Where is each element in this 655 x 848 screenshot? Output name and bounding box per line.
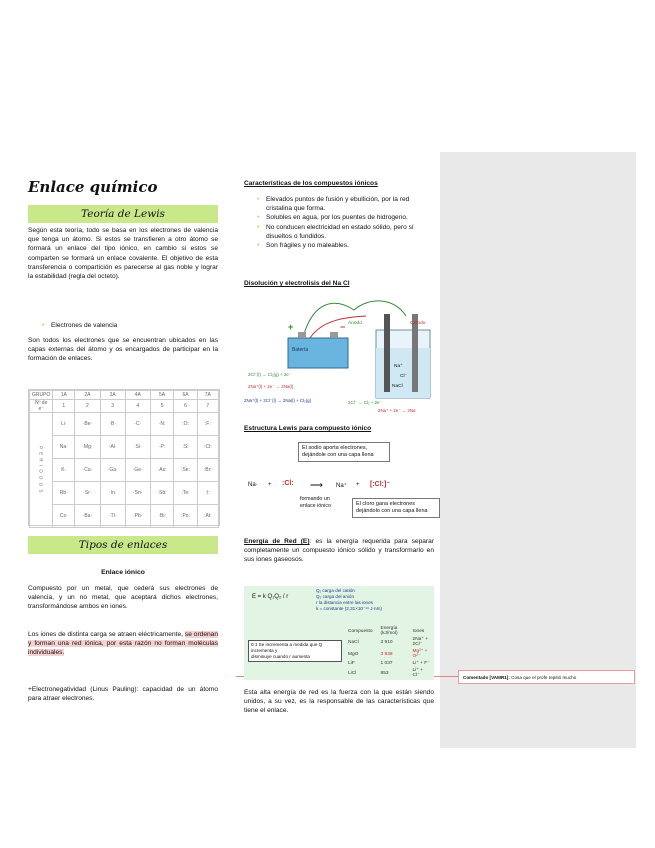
- battery-terminal-pos: [298, 332, 306, 338]
- table-cell: :Cl:: [197, 436, 218, 459]
- highlighted-ionic-network-text: se ordenan y forman una red iónica, por esta razón no forman moléculas individuales.: [28, 631, 218, 657]
- plus-operator-2: +: [356, 482, 360, 488]
- table-cell: Rb·: [53, 482, 75, 505]
- table-cell: ·Tl·: [100, 505, 125, 528]
- table-cell: Li⁺ + Cl⁻: [412, 668, 423, 678]
- periods-label: P E R I O D O S: [30, 413, 53, 528]
- lewis-ionic-diagram: [244, 440, 436, 526]
- comment-text: Cosa que el profe repitió mucho: [511, 675, 577, 680]
- table-header: Compuesto: [348, 628, 373, 634]
- table-header: Energía (kJ/mol): [380, 626, 398, 636]
- table-cell: LiF: [348, 661, 355, 666]
- equation-total: 2Na⁺(l) + 2Cl⁻(l) → 2Na(l) + Cl₂(g): [244, 398, 312, 403]
- lewis-theory-banner: Teoría de Lewis: [28, 205, 218, 223]
- table-cell: LiCl: [348, 670, 357, 676]
- chlorine-note-box: El cloro gana electrones dejándolo con una capa llena: [352, 498, 440, 518]
- lattice-energy-table: [344, 626, 434, 679]
- table-cell: ·Si·: [125, 436, 150, 459]
- table-cell: ·As:: [150, 459, 174, 482]
- cl-ion: [:Cl:]⁻: [370, 481, 391, 488]
- table-cell: MgO: [348, 651, 359, 657]
- table-cell: ·Sb:: [150, 482, 174, 505]
- comment-label: Comentado [VAMR1]:: [463, 675, 510, 680]
- table-cell: ·Sr·: [75, 482, 101, 505]
- table-cell: ·Ga·: [100, 459, 125, 482]
- table-cell: 3 938: [380, 651, 393, 657]
- ions-attract-text: Los iones de distinta carga se atraen eléctricamente,: [28, 631, 185, 638]
- table-row: [30, 413, 219, 436]
- table-row: [344, 660, 434, 667]
- lewis-ionic-heading: Estructura Lewis para compuesto iónico: [244, 425, 372, 432]
- bond-types-banner: Tipos de enlaces: [28, 536, 218, 554]
- table-cell: ·Pb·: [125, 505, 150, 528]
- valence-electrons-paragraph: Son todos los electrones que se encuentran ubicados en las capas externas del átomo y os encargados de participar en la formación de enlaces.: [28, 337, 218, 363]
- table-header: 4: [125, 400, 150, 413]
- table-cell: Mg²⁺ + O²⁻: [412, 649, 428, 659]
- table-cell: ·In·: [100, 482, 125, 505]
- anode-electrode: [384, 314, 390, 392]
- electrolysis-diagram: [244, 292, 436, 414]
- electronegativity-paragraph: +Electronegatividad (Linus Pauling): capacidad de un átomo para atraer electrones.: [28, 686, 218, 703]
- table-cell: 2Na⁺ + 2Cl⁻: [412, 637, 429, 647]
- lewis-theory-paragraph: Según esta teoría, todo se basa en los electrones de valencia que tenga un átomo. Si estos se transfieren a otro átomo se formará un enlace del tipo iónico, en cambio si estos se comparten se formará un enlace covalente. El objetivo de esta transferencia o compartición es parecerse al gas noble y lograr la estabilidad (regla del octeto).: [28, 227, 218, 281]
- battery-body: [288, 338, 348, 368]
- table-cell: :Po:: [174, 505, 197, 528]
- battery-label: Batería: [292, 347, 309, 353]
- table-header: 7A: [197, 391, 218, 400]
- table-cell: :O:: [174, 413, 197, 436]
- lattice-energy-definition: : es la energía requerida para separar completamente un compuesto iónico sólido y transformarlo en sus iones gaseosos.: [244, 538, 434, 564]
- trend-note-line-2: disminuye cuando r aumenta: [251, 654, 310, 659]
- table-cell: ·Ba·: [75, 505, 101, 528]
- na-ion-label: Na⁺: [394, 364, 403, 369]
- equation-cathode: 2Na⁺(l) + 2e⁻ → 2Na(l): [248, 384, 294, 389]
- table-row: [344, 667, 434, 679]
- table-row: [30, 505, 219, 528]
- table-row: [30, 436, 219, 459]
- table-cell: Na·: [53, 436, 75, 459]
- characteristics-list: [255, 195, 435, 250]
- bullet-valence-electrons: • Electrones de valencia: [40, 321, 221, 330]
- lattice-energy-term: Energía de Red (E): [244, 538, 310, 545]
- equation-anode-short: 2Cl⁻ → Cl₂ + 2e⁻: [348, 400, 382, 405]
- table-header: 5: [150, 400, 174, 413]
- wire-green: [304, 301, 406, 334]
- table-header: 3: [100, 400, 125, 413]
- nacl-label: NaCl: [392, 384, 403, 389]
- table-cell: ·N:: [150, 413, 174, 436]
- sodium-note-box: El sodio aporta electrones, dejándole con una capa llena: [298, 442, 390, 462]
- table-header: 1A: [53, 391, 75, 400]
- table-header: 6: [174, 400, 197, 413]
- table-cell: NaCl: [348, 639, 359, 645]
- table-cell: ·Bi:: [150, 505, 174, 528]
- lattice-energy-conclusion: Esta alta energía de red es la fuerza con la que están siendo unidos, a su vez, es la responsable de las características que tiene el enlace.: [244, 689, 434, 715]
- table-cell: ·Be·: [75, 413, 101, 436]
- comment-balloon[interactable]: [458, 670, 635, 684]
- table-cell: ·Ca·: [75, 459, 101, 482]
- table-cell: ·C·: [125, 413, 150, 436]
- list-item: • Son frágiles y no maleables.: [255, 241, 435, 250]
- table-header: Iones: [412, 628, 425, 634]
- table-cell: :Te:: [174, 482, 197, 505]
- ionic-bond-paragraph: Compuesto por un metal, que cederá sus electrones de valencia, y un no metal, que aceptará dichos electrones, transformándose ambos en iones.: [28, 585, 218, 611]
- table-header: GRUPO: [30, 391, 53, 400]
- table-row: [344, 648, 434, 660]
- table-cell: 3 910: [380, 639, 393, 645]
- table-cell: :S:: [174, 436, 197, 459]
- table-row: [30, 482, 219, 505]
- table-cell: K·: [53, 459, 75, 482]
- table-header: 3A: [100, 391, 125, 400]
- lewis-table: [29, 390, 219, 528]
- table-header: 2A: [75, 391, 101, 400]
- table-cell: Cs·: [53, 505, 75, 528]
- table-cell: Li·: [53, 413, 75, 436]
- anode-label: Ánodo: [348, 321, 362, 326]
- table-header: 5A: [150, 391, 174, 400]
- table-row: [30, 459, 219, 482]
- table-header: 7: [197, 400, 218, 413]
- table-cell: ·Ge·: [125, 459, 150, 482]
- formula-definitions: Q₁ carga del catión Q₂ carga del anión r la distancia entre las iones k = constante (2,31×10⁻¹⁹ J·nm): [316, 588, 382, 611]
- ionic-bond-label: formando un enlace iónico: [300, 496, 331, 509]
- table-row: [344, 636, 434, 648]
- equation-cathode-short: 2Na⁺ + 2e⁻ → 2Na: [378, 408, 416, 413]
- table-header: 2: [75, 400, 101, 413]
- trend-note-box: [248, 640, 342, 662]
- lattice-energy-formula: E = k Q₁Q₂ / r: [252, 594, 289, 600]
- list-item: • Solubles en agua, por los puentes de hidrogeno.: [255, 213, 435, 222]
- lattice-energy-paragraph: [244, 537, 434, 565]
- ionic-bond-subtitle: Enlace iónico: [101, 569, 145, 576]
- table-cell: :I:: [197, 482, 218, 505]
- table-cell: ·B·: [100, 413, 125, 436]
- ions-attract-paragraph: [28, 630, 218, 658]
- table-header: 4A: [125, 391, 150, 400]
- page-title: Enlace químico: [28, 178, 158, 196]
- trend-note-line-1: 0 1 Se incrementa a medida que Q incrementa y: [251, 642, 323, 653]
- table-header: 1: [53, 400, 75, 413]
- table-cell: ·P:: [150, 436, 174, 459]
- table-cell: 853: [380, 670, 389, 676]
- na-ion: Na⁺: [336, 483, 347, 489]
- lattice-energy-figure: [244, 586, 434, 680]
- reaction-arrow: ⟶: [310, 480, 323, 490]
- cl-atom: :Cl:: [282, 480, 294, 487]
- electrolysis-heading: Disolución y electrolisis del Na Cl: [244, 280, 350, 287]
- electrolysis-svg: [244, 292, 436, 414]
- table-cell: ·Mg·: [75, 436, 101, 459]
- table-cell: :F:: [197, 413, 218, 436]
- equation-anode: 2Cl⁻(l) → Cl₂(g) + 2e⁻: [248, 372, 292, 377]
- plus-operator: +: [268, 482, 272, 488]
- plus-sign: +: [288, 322, 294, 332]
- na-atom: Na·: [248, 482, 258, 488]
- table-header: 6A: [174, 391, 197, 400]
- table-cell: :At:: [197, 505, 218, 528]
- table-cell: ·Sn·: [125, 482, 150, 505]
- minus-sign: −: [340, 322, 346, 332]
- comment-margin-panel: [440, 152, 636, 748]
- table-header: Nº de e⁻: [30, 400, 53, 413]
- cathode-label: Cátodo: [410, 321, 426, 326]
- list-item: • Elevados puntos de fusión y ebullición, por la red cristalina que forma.: [255, 195, 435, 213]
- battery-terminal-neg: [330, 332, 338, 338]
- cl-ion-label: Cl⁻: [400, 374, 408, 379]
- table-cell: ·Al·: [100, 436, 125, 459]
- table-cell: :Se:: [174, 459, 197, 482]
- lewis-table-figure: [28, 389, 220, 526]
- table-cell: Li⁺ + F⁻: [412, 661, 430, 666]
- ionic-characteristics-heading: Características de los compuestos iónicos: [244, 180, 378, 187]
- list-item: • No conducen electricidad en estado sólido, pero sí disueltos o fundidos.: [255, 223, 435, 241]
- table-cell: 1 037: [380, 661, 393, 666]
- table-cell: :Br:: [197, 459, 218, 482]
